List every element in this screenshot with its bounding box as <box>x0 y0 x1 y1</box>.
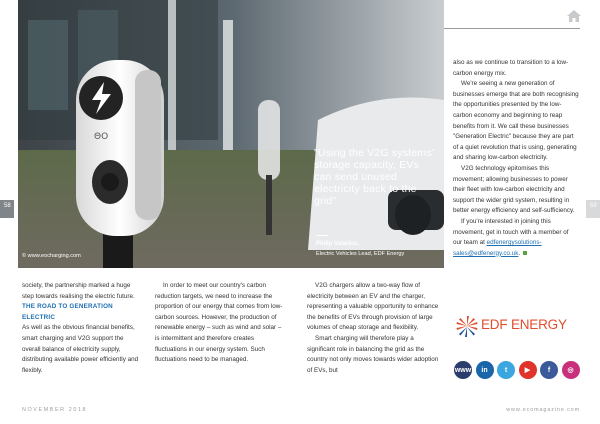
column-4 <box>453 58 579 259</box>
paragraph: Smart charging will therefore play a significant role in balancing the grid as the country not only moves towards wider adoption of EVs, but <box>307 334 439 374</box>
page-number-right: 59 <box>586 200 600 218</box>
twitter-icon[interactable]: t <box>497 361 515 379</box>
paragraph <box>453 217 579 259</box>
photo-credit: © www.eocharging.com <box>22 253 81 259</box>
instagram-icon[interactable]: ◎ <box>562 361 580 379</box>
paragraph: We're seeing a new generation of businesses emerge that are both recognising the opportunities presented by the low-carbon economy and beginning to reap benefits from it. We call these businesses "Generation Electric" because they are part of a quiet revolution that is using, generating and sharing low-carbon electricity. <box>453 80 579 162</box>
paragraph: society, the partnership marked a huge step towards realising the electric future. <box>22 282 135 300</box>
hero-photo <box>18 0 444 268</box>
paragraph: V2G chargers allow a two-way flow of electricity between an EV and the charger, representing a valuable opportunity to enhance the benefits of EVs through provision of large volumes of cheap storage and flexibility. <box>307 282 439 332</box>
paragraph: In order to meet our country's carbon reduction targets, we need to increase the proportion of our energy that comes from low-carbon sources. However, the production of renewable energy – such as wind and solar – is intermittent and therefore creates fluctuations in our energy system. Such fluctuations need to be managed. <box>155 282 283 364</box>
home-icon[interactable] <box>566 9 582 23</box>
linkedin-icon[interactable]: in <box>476 361 494 379</box>
contact-text: If you're interested in joining this movement, get in touch with a member of our team at <box>453 217 569 247</box>
footer-date: NOVEMBER 2018 <box>22 407 88 413</box>
end-mark-icon <box>523 251 527 255</box>
www-icon[interactable]: www <box>454 361 472 379</box>
contact-end: . <box>518 249 521 257</box>
quote-author-role: Electric Vehicles Lead, EDF Energy <box>316 251 405 257</box>
svg-text:ΘO: ΘO <box>94 132 109 142</box>
ev-charger-illustration <box>18 0 444 268</box>
column-1 <box>22 281 142 376</box>
column-2 <box>155 281 283 366</box>
paragraph: As well as the obvious financial benefits, smart charging and V2G support the overall balance of electricity supply, distributing available power efficiently and flexibly. <box>22 324 139 374</box>
quote-divider <box>316 235 328 236</box>
page-number-left: 58 <box>0 200 14 218</box>
edf-logo-icon[interactable] <box>454 314 480 338</box>
footer-url[interactable]: www.ecomagazine.com <box>506 407 580 413</box>
column-3 <box>307 281 443 376</box>
quote-author: Philip Valarino, <box>316 241 360 247</box>
pull-quote: "Using the V2G systems' storage capacity, EVs can send unused electricity back to the grid" <box>314 147 435 207</box>
contact-email-link[interactable]: edfenergysolutions-sales@edfenergy.co.uk <box>453 239 542 257</box>
subheading: THE ROAD TO GENERATION ELECTRIC <box>22 303 113 321</box>
facebook-icon[interactable]: f <box>540 361 558 379</box>
paragraph: also as we continue to transition to a low-carbon energy mix. <box>453 59 569 77</box>
edf-logo-text: EDF ENERGY <box>481 317 567 332</box>
youtube-icon[interactable]: ▶ <box>519 361 537 379</box>
paragraph: V2G technology epitomises this movement; allowing businesses to power their fleet with low-carbon electricity and support the wider grid system, resulting in better energy efficiency and self-sufficiency. <box>453 164 575 215</box>
